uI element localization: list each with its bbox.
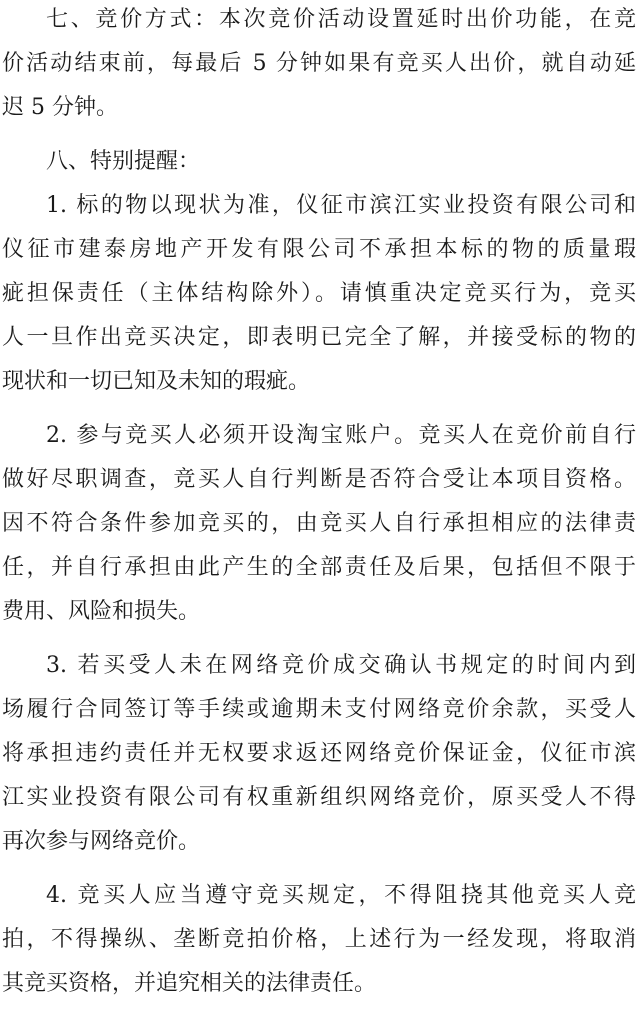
- item-4-line: 4. 竞买人应当遵守竞买规定，不得阻挠其他竞买人竞: [46, 883, 636, 908]
- paragraph-line: 场履行合同签订等手续或逾期未支付网络竞价余款，买受人: [2, 697, 636, 722]
- paragraph-line: 疵担保责任（主体结构除外）。请慎重决定竞买行为，竞买: [2, 281, 636, 306]
- item-3-line: 3. 若买受人未在网络竞价成交确认书规定的时间内到: [46, 653, 636, 678]
- paragraph-line: 将承担违约责任并无权要求返还网络竞价保证金，仪征市滨: [2, 741, 636, 766]
- section-eight-heading: 八、特别提醒：: [46, 149, 201, 174]
- paragraph-line: 因不符合条件参加竞买的，由竞买人自行承担相应的法律责: [2, 511, 636, 536]
- paragraph-line: 其竞买资格，并追究相关的法律责任。: [2, 971, 377, 996]
- paragraph-line: 人一旦作出竞买决定，即表明已完全了解，并接受标的物的: [2, 325, 636, 350]
- paragraph-line: 价活动结束前，每最后 5 分钟如果有竞买人出价，就自动延: [2, 51, 636, 76]
- item-2-line: 2. 参与竞买人必须开设淘宝账户。竞买人在竞价前自行: [46, 423, 636, 448]
- paragraph-line: 江实业投资有限公司有权重新组织网络竞价，原买受人不得: [2, 785, 636, 810]
- paragraph-line: 现状和一切已知及未知的瑕疵。: [2, 369, 311, 394]
- paragraph-line: 费用、风险和损失。: [2, 599, 201, 624]
- paragraph-line: 仪征市建泰房地产开发有限公司不承担本标的物的质量瑕: [2, 237, 636, 262]
- item-1-line: 1. 标的物以现状为准，仪征市滨江实业投资有限公司和: [46, 193, 636, 218]
- paragraph-line: 拍，不得操纵、垄断竞拍价格，上述行为一经发现，将取消: [2, 927, 636, 952]
- paragraph-line: 再次参与网络竞价。: [2, 829, 201, 854]
- paragraph-line: 迟 5 分钟。: [2, 95, 118, 120]
- paragraph-line: 做好尽职调查，竞买人自行判断是否符合受让本项目资格。: [2, 467, 636, 492]
- paragraph-line: 任，并自行承担由此产生的全部责任及后果，包括但不限于: [2, 555, 636, 580]
- section-seven-heading-line: 七、竞价方式：本次竞价活动设置延时出价功能，在竞: [46, 7, 636, 32]
